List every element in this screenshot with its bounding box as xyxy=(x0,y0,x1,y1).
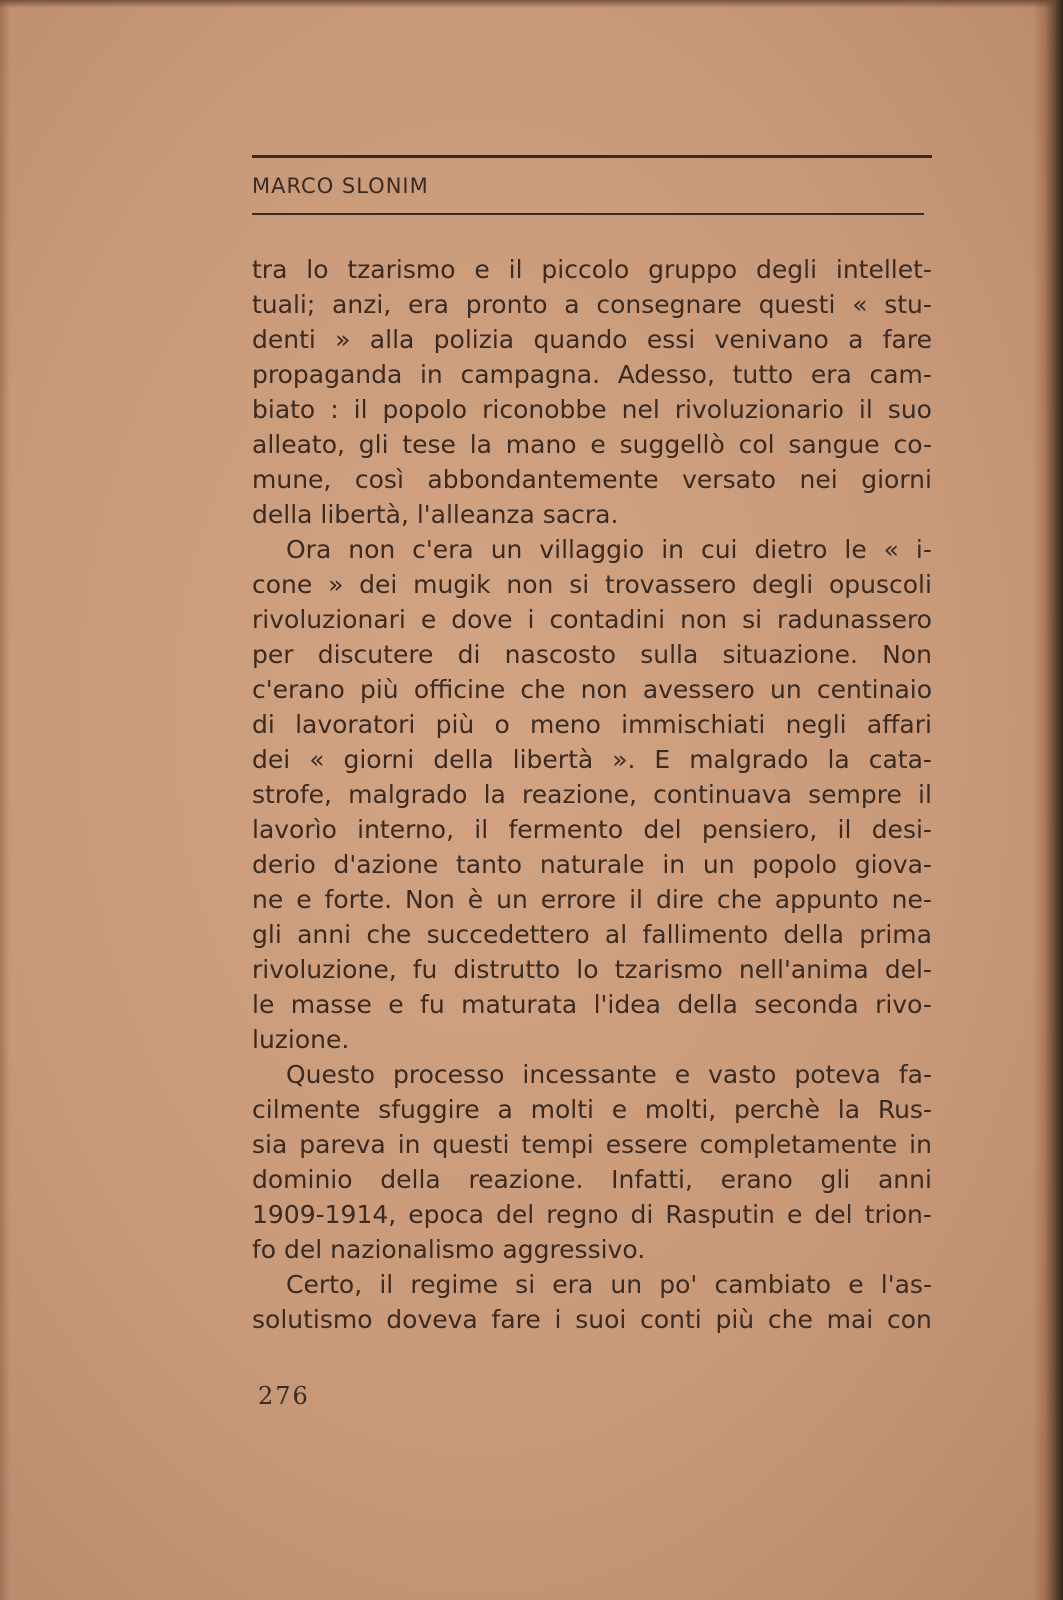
text-line: Questo processo incessante e vasto poteva fa- xyxy=(286,1060,932,1089)
text-line: gli anni che succedettero al fallimento della prima xyxy=(252,920,932,949)
running-head: MARCO SLONIM xyxy=(252,174,429,198)
text-line: derio d'azione tanto naturale in un popolo giova- xyxy=(252,850,932,879)
text-line: rivoluzionari e dove i contadini non si radunassero xyxy=(252,605,932,634)
text-line: cilmente sfuggire a molti e molti, perchè la Rus- xyxy=(252,1095,932,1124)
text-line: luzione. xyxy=(252,1025,350,1054)
text-line: di lavoratori più o meno immischiati negli affari xyxy=(252,710,932,739)
text-line: dei « giorni della libertà ». E malgrado la cata- xyxy=(252,745,932,774)
page-left-edge xyxy=(0,0,10,1600)
body-text xyxy=(252,252,932,1337)
page-top-shadow xyxy=(0,0,1063,8)
text-line: tuali; anzi, era pronto a consegnare questi « stu- xyxy=(252,290,932,319)
text-line: cone » dei mugik non si trovassero degli opuscoli xyxy=(252,570,932,599)
text-line: denti » alla polizia quando essi venivano a fare xyxy=(252,325,932,354)
text-line: le masse e fu maturata l'idea della seconda rivo- xyxy=(252,990,932,1019)
text-line: dominio della reazione. Infatti, erano gli anni xyxy=(252,1165,932,1194)
text-line: rivoluzione, fu distrutto lo tzarismo nell'anima del- xyxy=(252,955,932,984)
text-line: sia pareva in questi tempi essere completamente in xyxy=(252,1130,932,1159)
text-line: solutismo doveva fare i suoi conti più che mai con xyxy=(252,1305,932,1334)
header-rule-top xyxy=(252,155,932,158)
text-line: mune, così abbondantemente versato nei giorni xyxy=(252,465,932,494)
text-line: strofe, malgrado la reazione, continuava sempre il xyxy=(252,780,932,809)
text-line: Ora non c'era un villaggio in cui dietro le « i- xyxy=(286,535,932,564)
text-line: biato : il popolo riconobbe nel rivoluzionario il suo xyxy=(252,395,932,424)
text-line: Certo, il regime si era un po' cambiato e l'as- xyxy=(286,1270,932,1299)
text-line: lavorìo interno, il fermento del pensiero, il desi- xyxy=(252,815,932,844)
book-spine-edge xyxy=(1033,0,1063,1600)
text-line: fo del nazionalismo aggressivo. xyxy=(252,1235,646,1264)
text-line: tra lo tzarismo e il piccolo gruppo degli intellet- xyxy=(252,255,932,284)
text-line: della libertà, l'alleanza sacra. xyxy=(252,500,619,529)
text-line: ne e forte. Non è un errore il dire che appunto ne- xyxy=(252,885,932,914)
page-number: 276 xyxy=(258,1382,310,1410)
text-line: alleato, gli tese la mano e suggellò col sangue co- xyxy=(252,430,932,459)
text-line: propaganda in campagna. Adesso, tutto era cam- xyxy=(252,360,932,389)
text-line: c'erano più officine che non avessero un centinaio xyxy=(252,675,932,704)
text-line: per discutere di nascosto sulla situazione. Non xyxy=(252,640,932,669)
text-line: 1909-1914, epoca del regno di Rasputin e del trion- xyxy=(252,1200,932,1229)
header-rule-bottom xyxy=(252,213,924,215)
